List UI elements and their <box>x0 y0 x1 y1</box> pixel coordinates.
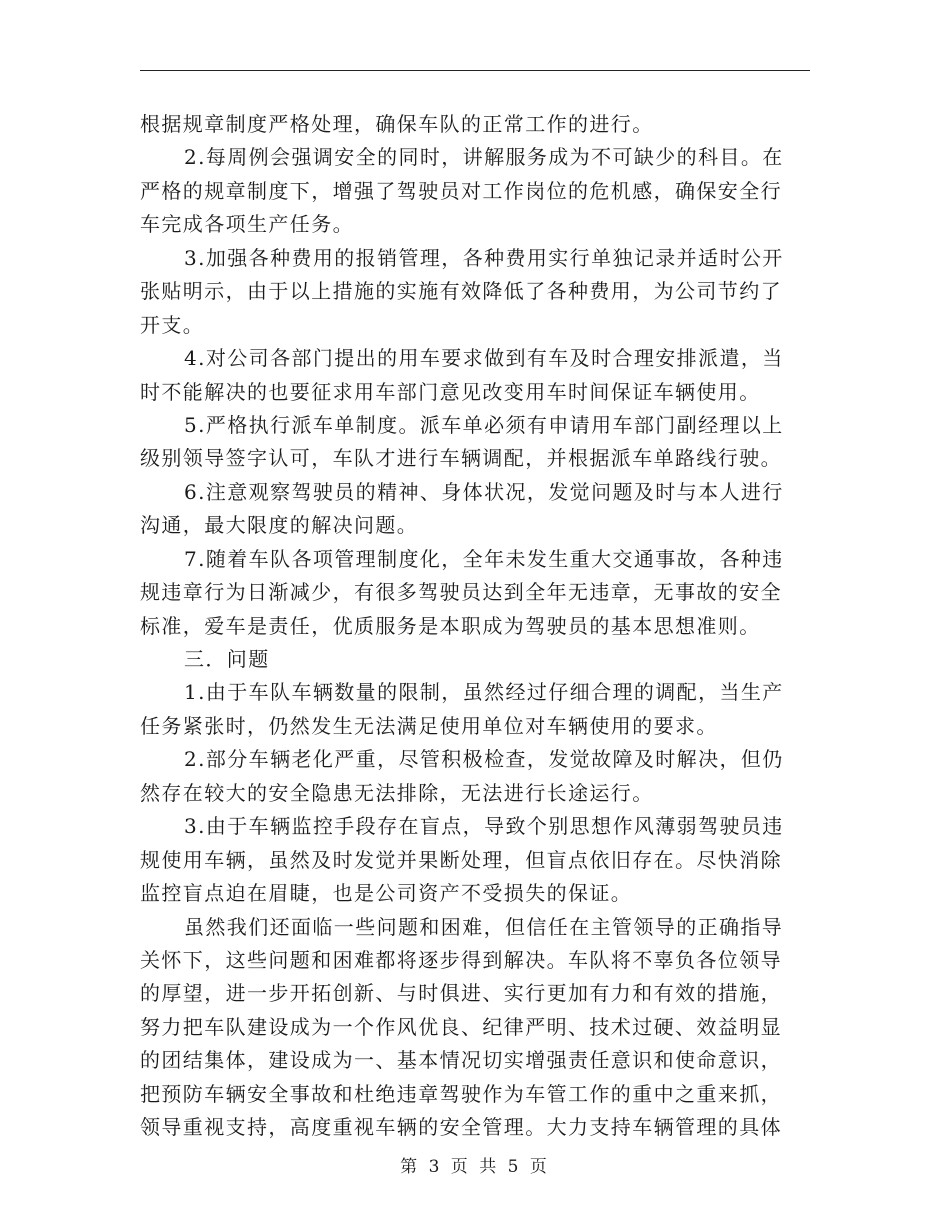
text-line: 2.部分车辆老化严重，尽管积极检查，发觉故障及时解决，但仍 <box>184 747 784 772</box>
text-line: 关怀下，这些问题和困难都将逐步得到解决。车队将不辜负各位领导 <box>140 947 782 972</box>
text-line: 然存在较大的安全隐患无法排除，无法进行长途运行。 <box>140 780 654 805</box>
text-line: 4.对公司各部门提出的用车要求做到有车及时合理安排派遣，当 <box>184 346 784 371</box>
document-body <box>140 108 800 1145</box>
text-line: 领导重视支持，高度重视车辆的安全管理。大力支持车辆管理的具体 <box>140 1115 782 1140</box>
text-line: 标准，爱车是责任，优质服务是本职成为驾驶员的基本思想准则。 <box>140 613 761 638</box>
text-line: 5.严格执行派车单制度。派车单必须有申请用车部门副经理以上 <box>184 412 784 437</box>
text-line: 时不能解决的也要征求用车部门意见改变用车时间保证车辆使用。 <box>140 379 761 404</box>
text-line: 沟通，最大限度的解决问题。 <box>140 513 419 538</box>
text-line: 级别领导签字认可，车队才进行车辆调配，并根据派车单路线行驶。 <box>140 446 782 471</box>
text-line: 6.注意观察驾驶员的精神、身体状况，发觉问题及时与本人进行 <box>184 479 784 504</box>
text-line: 任务紧张时，仍然发生无法满足使用单位对车辆使用的要求。 <box>140 713 718 738</box>
text-line: 7.随着车队各项管理制度化，全年未发生重大交通事故，各种违 <box>184 546 784 571</box>
text-line: 三．问题 <box>184 647 270 671</box>
header-rule <box>140 70 810 71</box>
text-line: 根据规章制度严格处理，确保车队的正常工作的进行。 <box>140 112 654 136</box>
text-line: 1.由于车队车辆数量的限制，虽然经过仔细合理的调配，当生产 <box>184 680 784 705</box>
text-line: 3.由于车辆监控手段存在盲点，导致个别思想作风薄弱驾驶员违 <box>184 814 784 839</box>
text-line: 的团结集体，建设成为一、基本情况切实增强责任意识和使命意识， <box>140 1048 782 1073</box>
text-line: 虽然我们还面临一些问题和困难，但信任在主管领导的正确指导 <box>184 914 784 939</box>
text-line: 的厚望，进一步开拓创新、与时俱进、实行更加有力和有效的措施， <box>140 981 782 1006</box>
text-line: 监控盲点迫在眉睫，也是公司资产不受损失的保证。 <box>140 881 633 906</box>
page-footer: 第 3 页 共 5 页 <box>400 1157 550 1177</box>
text-line: 开支。 <box>140 312 205 337</box>
text-line: 努力把车队建设成为一个作风优良、纪律严明、技术过硬、效益明显 <box>140 1014 782 1039</box>
text-line: 车完成各项生产任务。 <box>140 212 354 237</box>
text-line: 3.加强各种费用的报销管理，各种费用实行单独记录并适时公开 <box>184 245 784 270</box>
text-line: 严格的规章制度下，增强了驾驶员对工作岗位的危机感，确保安全行 <box>140 178 782 203</box>
text-line: 把预防车辆安全事故和杜绝违章驾驶作为车管工作的重中之重来抓， <box>140 1081 782 1106</box>
text-line: 规违章行为日渐减少，有很多驾驶员达到全年无违章，无事故的安全 <box>140 580 782 605</box>
text-line: 张贴明示，由于以上措施的实施有效降低了各种费用，为公司节约了 <box>140 279 782 304</box>
text-line: 规使用车辆，虽然及时发觉并果断处理，但盲点依旧存在。尽快消除 <box>140 847 782 872</box>
text-line: 2.每周例会强调安全的同时，讲解服务成为不可缺少的科目。在 <box>184 145 784 170</box>
